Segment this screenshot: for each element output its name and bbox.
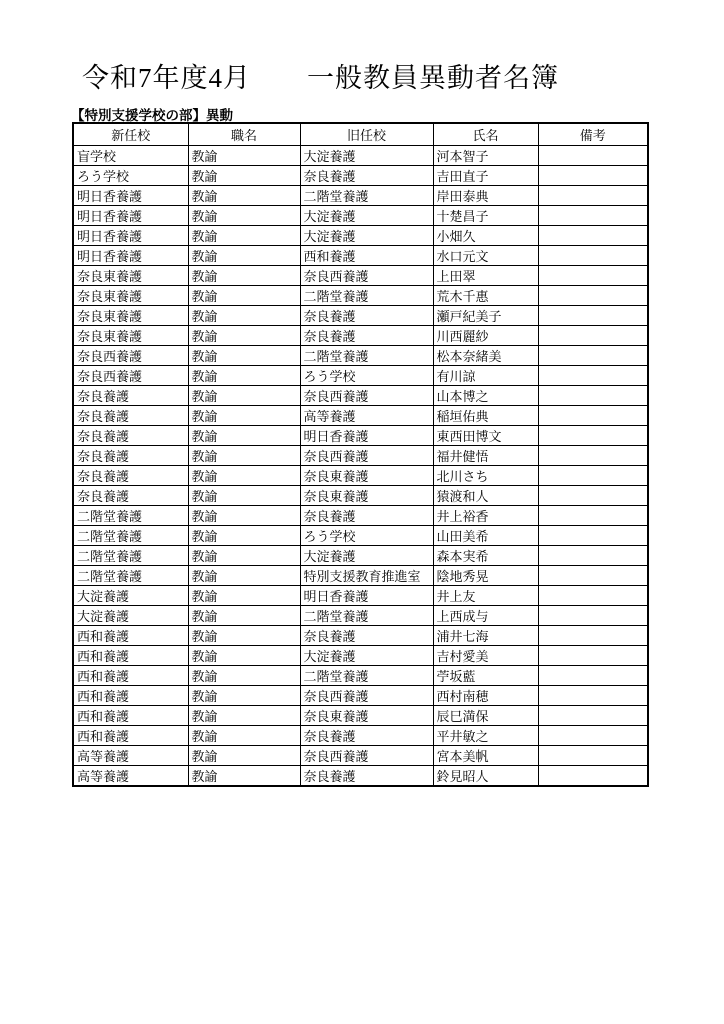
cell-remarks <box>538 546 648 566</box>
cell-name: 稲垣佑典 <box>433 406 538 426</box>
cell-new-school: 大淀養護 <box>73 606 188 626</box>
cell-new-school: 西和養護 <box>73 626 188 646</box>
table-row <box>73 566 648 586</box>
table-row <box>73 766 648 787</box>
cell-remarks <box>538 506 648 526</box>
table-row <box>73 206 648 226</box>
cell-remarks <box>538 666 648 686</box>
table-row <box>73 526 648 546</box>
cell-new-school: 奈良養護 <box>73 386 188 406</box>
cell-name: 河本智子 <box>433 146 538 166</box>
cell-old-school: 大淀養護 <box>300 146 433 166</box>
table-row <box>73 746 648 766</box>
table-header <box>73 123 648 146</box>
cell-new-school: 西和養護 <box>73 666 188 686</box>
cell-job-title: 教諭 <box>188 186 300 206</box>
cell-remarks <box>538 226 648 246</box>
cell-name: 吉村愛美 <box>433 646 538 666</box>
cell-job-title: 教諭 <box>188 246 300 266</box>
cell-name: 十楚昌子 <box>433 206 538 226</box>
cell-new-school: 奈良東養護 <box>73 306 188 326</box>
cell-remarks <box>538 686 648 706</box>
cell-job-title: 教諭 <box>188 666 300 686</box>
cell-remarks <box>538 626 648 646</box>
cell-new-school: 高等養護 <box>73 746 188 766</box>
cell-new-school: 奈良東養護 <box>73 286 188 306</box>
table-row <box>73 646 648 666</box>
cell-remarks <box>538 566 648 586</box>
table-row <box>73 246 648 266</box>
cell-old-school: 奈良東養護 <box>300 466 433 486</box>
cell-name: 吉田直子 <box>433 166 538 186</box>
cell-remarks <box>538 306 648 326</box>
cell-old-school: 明日香養護 <box>300 586 433 606</box>
cell-old-school: 奈良西養護 <box>300 446 433 466</box>
table-row <box>73 186 648 206</box>
cell-job-title: 教諭 <box>188 146 300 166</box>
table-row <box>73 486 648 506</box>
table-row <box>73 326 648 346</box>
table-row <box>73 286 648 306</box>
table-row <box>73 406 648 426</box>
table-row <box>73 366 648 386</box>
cell-remarks <box>538 606 648 626</box>
cell-name: 井上友 <box>433 586 538 606</box>
cell-old-school: 奈良養護 <box>300 326 433 346</box>
header-name: 氏名 <box>433 123 538 146</box>
cell-name: 上西成与 <box>433 606 538 626</box>
table-row <box>73 426 648 446</box>
cell-name: 北川さち <box>433 466 538 486</box>
cell-new-school: 西和養護 <box>73 646 188 666</box>
header-old-school: 旧任校 <box>300 123 433 146</box>
cell-name: 松本奈緒美 <box>433 346 538 366</box>
cell-new-school: 奈良養護 <box>73 486 188 506</box>
table-row <box>73 506 648 526</box>
cell-remarks <box>538 386 648 406</box>
table-row <box>73 586 648 606</box>
cell-old-school: 二階堂養護 <box>300 186 433 206</box>
cell-name: 浦井七海 <box>433 626 538 646</box>
table-row <box>73 346 648 366</box>
cell-remarks <box>538 286 648 306</box>
cell-name: 荒木千惠 <box>433 286 538 306</box>
cell-job-title: 教諭 <box>188 306 300 326</box>
cell-name: 鈴見昭人 <box>433 766 538 787</box>
cell-remarks <box>538 486 648 506</box>
section-label: 【特別支援学校の部】異動 <box>71 108 233 123</box>
cell-job-title: 教諭 <box>188 286 300 306</box>
cell-job-title: 教諭 <box>188 706 300 726</box>
cell-job-title: 教諭 <box>188 226 300 246</box>
cell-new-school: 奈良養護 <box>73 426 188 446</box>
cell-job-title: 教諭 <box>188 386 300 406</box>
page-title: 令和7年度4月 一般教員異動者名簿 <box>82 63 559 93</box>
cell-old-school: 明日香養護 <box>300 426 433 446</box>
cell-new-school: 明日香養護 <box>73 246 188 266</box>
cell-name: 小畑久 <box>433 226 538 246</box>
cell-remarks <box>538 146 648 166</box>
cell-name: 瀬戸紀美子 <box>433 306 538 326</box>
cell-new-school: 大淀養護 <box>73 586 188 606</box>
cell-remarks <box>538 266 648 286</box>
cell-old-school: 奈良養護 <box>300 766 433 787</box>
cell-remarks <box>538 766 648 787</box>
cell-old-school: 奈良西養護 <box>300 386 433 406</box>
cell-name: 井上裕香 <box>433 506 538 526</box>
cell-job-title: 教諭 <box>188 566 300 586</box>
table-row <box>73 386 648 406</box>
cell-job-title: 教諭 <box>188 446 300 466</box>
cell-old-school: 高等養護 <box>300 406 433 426</box>
cell-old-school: 奈良西養護 <box>300 746 433 766</box>
cell-old-school: 奈良養護 <box>300 306 433 326</box>
cell-name: 川西麗紗 <box>433 326 538 346</box>
cell-job-title: 教諭 <box>188 506 300 526</box>
cell-old-school: 奈良養護 <box>300 726 433 746</box>
cell-old-school: 二階堂養護 <box>300 666 433 686</box>
cell-remarks <box>538 206 648 226</box>
cell-name: 西村南穂 <box>433 686 538 706</box>
cell-job-title: 教諭 <box>188 346 300 366</box>
cell-old-school: 二階堂養護 <box>300 346 433 366</box>
cell-name: 宮本美帆 <box>433 746 538 766</box>
cell-job-title: 教諭 <box>188 426 300 446</box>
cell-new-school: 二階堂養護 <box>73 506 188 526</box>
cell-name: 山田美希 <box>433 526 538 546</box>
cell-job-title: 教諭 <box>188 766 300 787</box>
cell-name: 水口元文 <box>433 246 538 266</box>
table-row <box>73 166 648 186</box>
cell-remarks <box>538 526 648 546</box>
cell-job-title: 教諭 <box>188 206 300 226</box>
table-row <box>73 466 648 486</box>
cell-new-school: 西和養護 <box>73 706 188 726</box>
cell-new-school: 奈良養護 <box>73 446 188 466</box>
cell-remarks <box>538 166 648 186</box>
cell-remarks <box>538 746 648 766</box>
cell-job-title: 教諭 <box>188 606 300 626</box>
header-remarks: 備考 <box>538 123 648 146</box>
cell-old-school: ろう学校 <box>300 526 433 546</box>
cell-old-school: 特別支援教育推進室 <box>300 566 433 586</box>
cell-new-school: 二階堂養護 <box>73 546 188 566</box>
cell-new-school: 明日香養護 <box>73 186 188 206</box>
cell-new-school: 二階堂養護 <box>73 526 188 546</box>
cell-name: 辰巳満保 <box>433 706 538 726</box>
cell-old-school: 奈良西養護 <box>300 266 433 286</box>
cell-remarks <box>538 346 648 366</box>
cell-name: 上田翠 <box>433 266 538 286</box>
table-row <box>73 706 648 726</box>
cell-job-title: 教諭 <box>188 326 300 346</box>
table-row <box>73 146 648 166</box>
cell-remarks <box>538 406 648 426</box>
cell-new-school: 奈良東養護 <box>73 266 188 286</box>
cell-job-title: 教諭 <box>188 586 300 606</box>
cell-remarks <box>538 446 648 466</box>
table-row <box>73 686 648 706</box>
cell-new-school: 奈良西養護 <box>73 346 188 366</box>
header-new-school: 新任校 <box>73 123 188 146</box>
cell-name: 陰地秀晃 <box>433 566 538 586</box>
cell-new-school: 明日香養護 <box>73 226 188 246</box>
transfer-roster-table <box>72 122 649 787</box>
table-row <box>73 546 648 566</box>
table-row <box>73 726 648 746</box>
cell-job-title: 教諭 <box>188 726 300 746</box>
cell-job-title: 教諭 <box>188 526 300 546</box>
cell-old-school: 大淀養護 <box>300 646 433 666</box>
cell-name: 東西田博文 <box>433 426 538 446</box>
cell-remarks <box>538 186 648 206</box>
cell-old-school: ろう学校 <box>300 366 433 386</box>
cell-remarks <box>538 426 648 446</box>
cell-old-school: 二階堂養護 <box>300 286 433 306</box>
cell-name: 有川諒 <box>433 366 538 386</box>
table-header-row <box>73 123 648 146</box>
cell-new-school: 明日香養護 <box>73 206 188 226</box>
cell-old-school: 西和養護 <box>300 246 433 266</box>
cell-job-title: 教諭 <box>188 266 300 286</box>
cell-name: 岸田泰典 <box>433 186 538 206</box>
cell-job-title: 教諭 <box>188 746 300 766</box>
table-row <box>73 266 648 286</box>
table-row <box>73 226 648 246</box>
cell-old-school: 奈良西養護 <box>300 686 433 706</box>
cell-remarks <box>538 246 648 266</box>
cell-new-school: 高等養護 <box>73 766 188 787</box>
cell-job-title: 教諭 <box>188 406 300 426</box>
header-job-title: 職名 <box>188 123 300 146</box>
cell-old-school: 二階堂養護 <box>300 606 433 626</box>
cell-remarks <box>538 646 648 666</box>
cell-old-school: 奈良養護 <box>300 506 433 526</box>
cell-new-school: 二階堂養護 <box>73 566 188 586</box>
cell-new-school: 奈良養護 <box>73 466 188 486</box>
cell-name: 平井敏之 <box>433 726 538 746</box>
cell-job-title: 教諭 <box>188 686 300 706</box>
cell-new-school: ろう学校 <box>73 166 188 186</box>
cell-name: 森本実希 <box>433 546 538 566</box>
cell-old-school: 大淀養護 <box>300 226 433 246</box>
cell-remarks <box>538 326 648 346</box>
table-row <box>73 306 648 326</box>
cell-name: 苧坂藍 <box>433 666 538 686</box>
cell-job-title: 教諭 <box>188 626 300 646</box>
cell-job-title: 教諭 <box>188 646 300 666</box>
cell-old-school: 奈良養護 <box>300 166 433 186</box>
table-row <box>73 666 648 686</box>
cell-name: 福井健悟 <box>433 446 538 466</box>
cell-remarks <box>538 366 648 386</box>
cell-new-school: 西和養護 <box>73 686 188 706</box>
cell-job-title: 教諭 <box>188 486 300 506</box>
cell-old-school: 大淀養護 <box>300 546 433 566</box>
cell-job-title: 教諭 <box>188 166 300 186</box>
cell-old-school: 奈良東養護 <box>300 486 433 506</box>
cell-remarks <box>538 466 648 486</box>
table-body <box>73 146 648 787</box>
table-row <box>73 626 648 646</box>
table-row <box>73 446 648 466</box>
cell-name: 山本博之 <box>433 386 538 406</box>
cell-new-school: 奈良東養護 <box>73 326 188 346</box>
cell-old-school: 奈良養護 <box>300 626 433 646</box>
cell-job-title: 教諭 <box>188 546 300 566</box>
cell-remarks <box>538 726 648 746</box>
cell-old-school: 奈良東養護 <box>300 706 433 726</box>
cell-remarks <box>538 706 648 726</box>
cell-job-title: 教諭 <box>188 466 300 486</box>
cell-old-school: 大淀養護 <box>300 206 433 226</box>
cell-new-school: 西和養護 <box>73 726 188 746</box>
cell-name: 猿渡和人 <box>433 486 538 506</box>
cell-remarks <box>538 586 648 606</box>
table-row <box>73 606 648 626</box>
cell-new-school: 奈良養護 <box>73 406 188 426</box>
cell-new-school: 奈良西養護 <box>73 366 188 386</box>
cell-job-title: 教諭 <box>188 366 300 386</box>
cell-new-school: 盲学校 <box>73 146 188 166</box>
